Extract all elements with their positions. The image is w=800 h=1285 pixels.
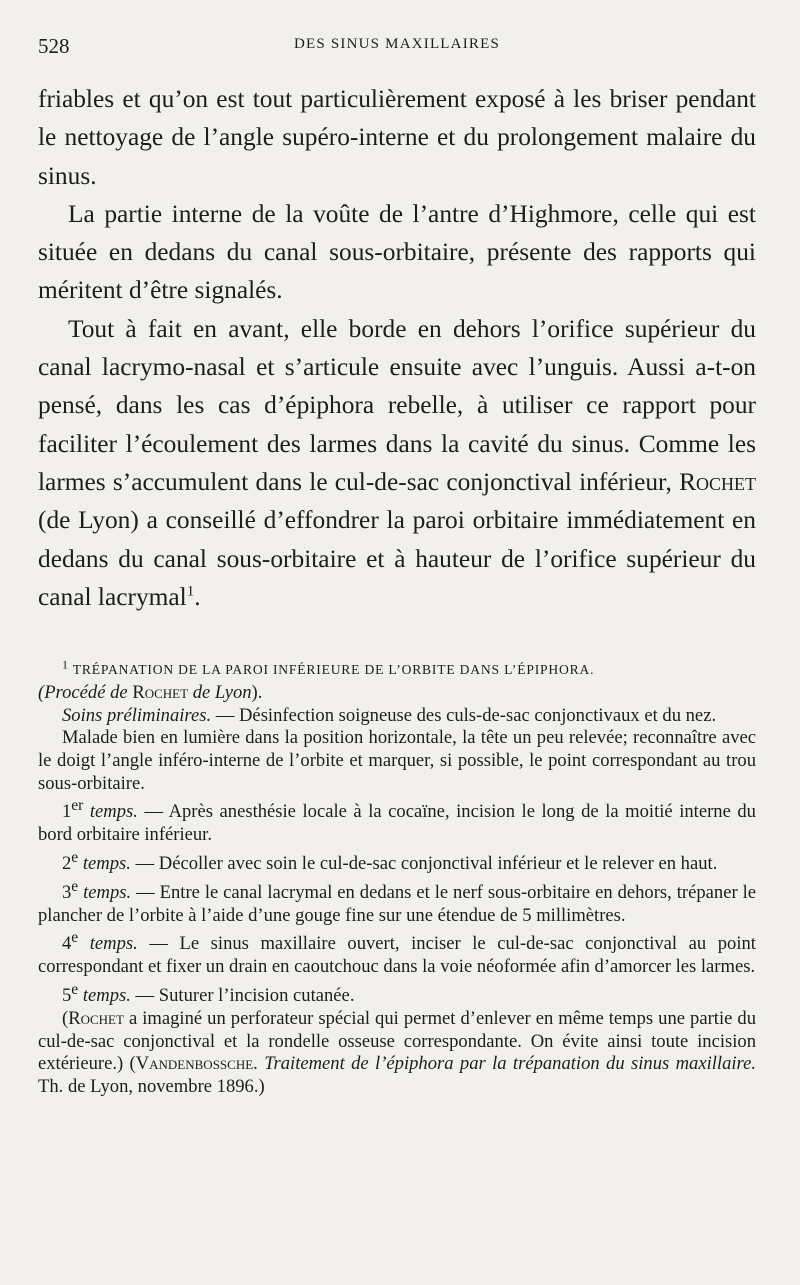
paragraph-1: friables et qu’on est tout particulièrement exposé à les briser pendant le nettoyage de l’angle supéro-interne et du prolongement malaire du sinus. bbox=[38, 85, 756, 190]
footnote-number: 1 bbox=[62, 657, 69, 672]
page-number: 528 bbox=[38, 34, 70, 58]
footnote-author-rochet: Rochet bbox=[132, 681, 189, 703]
footnote-procede: (Procédé de Rochet de Lyon). bbox=[38, 681, 263, 703]
footnote-temps-3: 3e temps. — Entre le canal lacrymal en dedans et le nerf sous-orbitaire en dehors, trépaner le plancher de l’orbite à l’aide d’une gouge fine sur une étendue de 5 millimètres. bbox=[38, 877, 756, 926]
author-name-rochet: Rochet bbox=[679, 467, 756, 496]
paragraph-2: La partie interne de la voûte de l’antre d’Highmore, celle qui est située en dedans du canal sous-orbitaire, présente des rapports qui méritent d’être signalés. bbox=[38, 199, 756, 305]
footnote-work-title: Traitement de l’épiphora par la trépanation du sinus maxillaire. bbox=[264, 1053, 756, 1075]
paragraph-3 bbox=[38, 310, 756, 616]
running-title: DES SINUS MAXILLAIRES bbox=[293, 36, 501, 52]
footnote-block bbox=[38, 658, 756, 1099]
footnote-temps-4: 4e temps. — Le sinus maxillaire ouvert, inciser le cul-de-sac conjonctival au point correspondant et fixer un drain en caoutchouc dans la voie néoformée afin d’amorcer les larmes. bbox=[38, 929, 756, 978]
footnote-soins: Soins préliminaires. — Désinfection soigneuse des culs-de-sac conjonctivaux et du nez. bbox=[62, 704, 717, 726]
main-text bbox=[38, 80, 756, 616]
footnote-final-rochet: Rochet bbox=[68, 1007, 124, 1029]
paragraph-3-text-a: Tout à fait en avant, elle borde en dehors l’orifice supérieur du canal lacrymo-nasal et s’articule ensuite avec l’unguis. Aussi a-t-on pensé, dans les cas d’épiphora rebelle, à utiliser ce rapport pour faciliter l’écoulement des larmes dans la cavité du sinus. Comme les larmes s’accumulent dans le cul-de-sac conjonctival inférieur, bbox=[38, 314, 756, 496]
paragraph-3-text-b: (de Lyon) a conseillé d’effondrer la paroi orbitaire immédiatement en dedans du canal sous-orbitaire et à hauteur de l’orifice supérieur du canal lacrymal bbox=[38, 506, 756, 611]
footnote-author-vandenbossche: Vandenbossche. bbox=[135, 1053, 258, 1075]
footnote-malade: Malade bien en lumière dans la position horizontale, la tête un peu relevée; reconnaître avec le doigt l’angle inféro-interne de l’orbite et marquer, si possible, le point correspondant au trou sous-orbitaire. bbox=[38, 727, 756, 794]
footnote-temps-1: 1er temps. — Après anesthésie locale à la cocaïne, incision le long de la moitié interne du bord orbitaire inférieur. bbox=[38, 797, 756, 846]
footnote-heading: TRÉPANATION DE LA PAROI INFÉRIEURE DE L’ORBITE DANS L’ÉPIPHORA. bbox=[72, 662, 595, 678]
footnote-title bbox=[38, 658, 756, 682]
running-head bbox=[38, 34, 756, 74]
footnote-temps-2: 2e temps. — Décoller avec soin le cul-de-sac conjonctival inférieur et le relever en haut. bbox=[62, 848, 718, 875]
footnote-temps-5: 5e temps. — Suturer l’incision cutanée. bbox=[62, 981, 355, 1007]
paragraph-3-end: . bbox=[194, 582, 201, 611]
footnote-reference[interactable]: 1 bbox=[186, 583, 195, 600]
footnote-final: (Rochet a imaginé un perforateur spécial qui permet d’enlever en même temps une partie du cul-de-sac conjonctival et la rondelle osseuse correspondante. On évite ainsi toute incision extérieure.) (Vandenbossche. Traitement de l’épiphora par la trépanation du sinus maxillaire. Th. de Lyon, novembre 1896.) bbox=[38, 1007, 756, 1098]
